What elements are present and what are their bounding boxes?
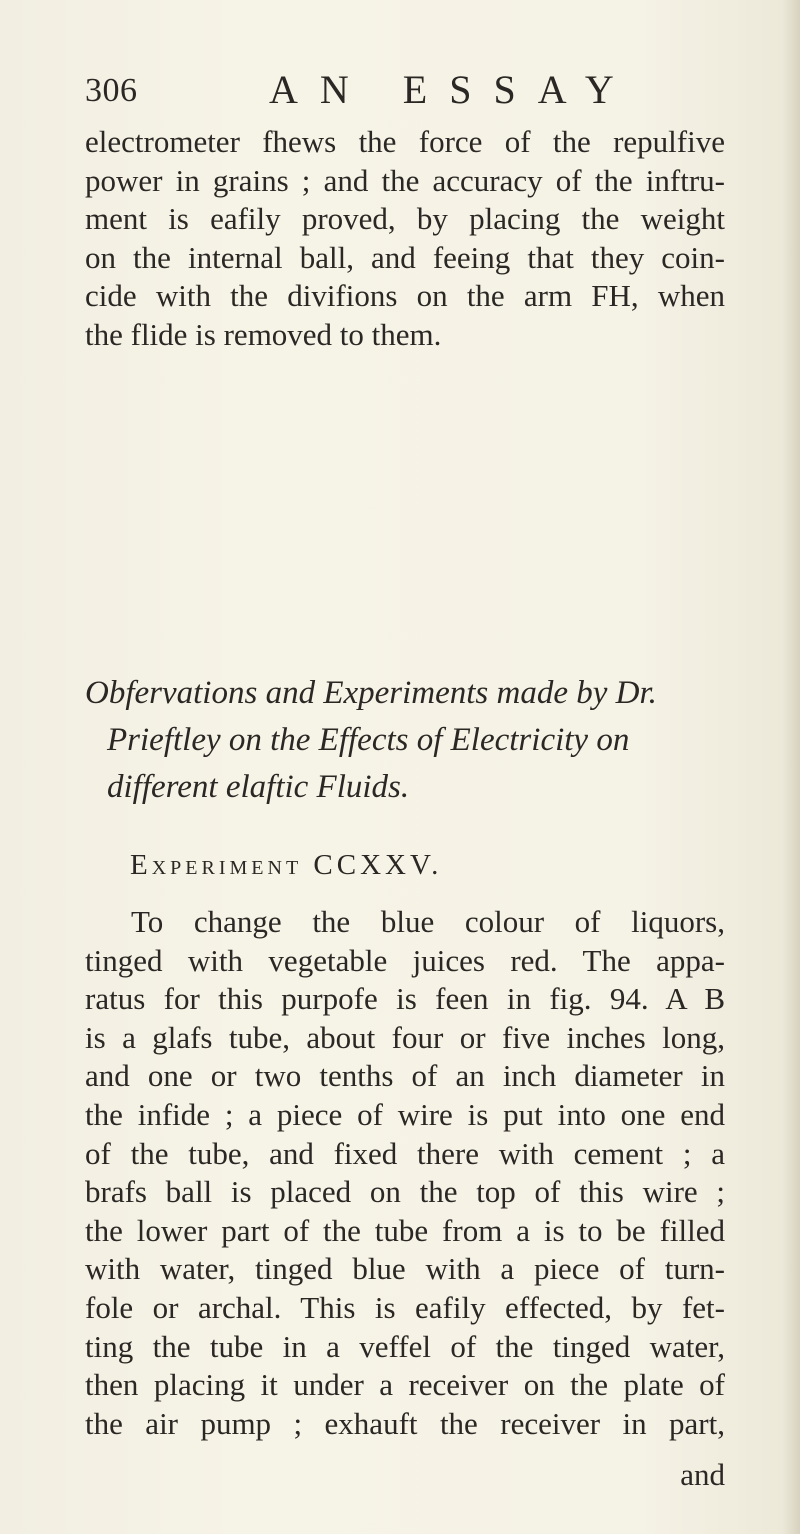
page-edge-shadow [782, 0, 800, 1534]
text-line: electrometer fhews the force of the repulfive [85, 124, 725, 159]
text-line: ratus for this purpofe is feen in fig. 94. A B [85, 981, 725, 1017]
section-title-line: Prieftley on the Effects of Electricity on [107, 722, 630, 758]
running-title: AN ESSAY [269, 67, 636, 112]
text-line: the flide is removed to them. [85, 316, 442, 352]
text-line: of the tube, and fixed there with cement ; a [85, 1135, 725, 1171]
text-line: power in grains ; and the accuracy of the inftru- [85, 162, 725, 198]
text-line: is a glafs tube, about four or five inches long, [85, 1019, 725, 1055]
text-line: with water, tinged blue with a piece of turn- [85, 1251, 725, 1287]
text-line: fole or archal. This is eafily effected, by fet- [85, 1289, 725, 1325]
section-title-line: different elaftic Fluids. [107, 769, 410, 805]
text-line: cide with the divifions on the arm FH, when [85, 278, 725, 314]
catchword: and [680, 1457, 725, 1492]
text-line: the infide ; a piece of wire is put into one end [85, 1096, 725, 1132]
page-number: 306 [85, 72, 138, 109]
paragraph-experiment [85, 903, 725, 1443]
text-line: on the internal ball, and feeing that they coin- [85, 239, 725, 275]
running-head [85, 66, 725, 114]
text-line: the lower part of the tube from a is to be filled [85, 1212, 725, 1248]
text-line: and one or two tenths of an inch diameter in [85, 1058, 725, 1094]
experiment-heading: Experiment CCXXV. [130, 849, 443, 881]
text-line: then placing it under a receiver on the plate of [85, 1367, 725, 1403]
text-line: ting the tube in a veffel of the tinged water, [85, 1328, 725, 1364]
text-line: brafs ball is placed on the top of this wire ; [85, 1174, 725, 1210]
section-title-line: Obfervations and Experiments made by Dr. [85, 675, 657, 711]
paragraph-electrometer [85, 123, 725, 355]
section-title [85, 670, 735, 811]
text-line: tinged with vegetable juices red. The appa- [85, 942, 725, 978]
text-line: the air pump ; exhauft the receiver in part, [85, 1405, 725, 1441]
text-line: To change the blue colour of liquors, [131, 904, 725, 939]
text-line: ment is eafily proved, by placing the weight [85, 201, 725, 237]
